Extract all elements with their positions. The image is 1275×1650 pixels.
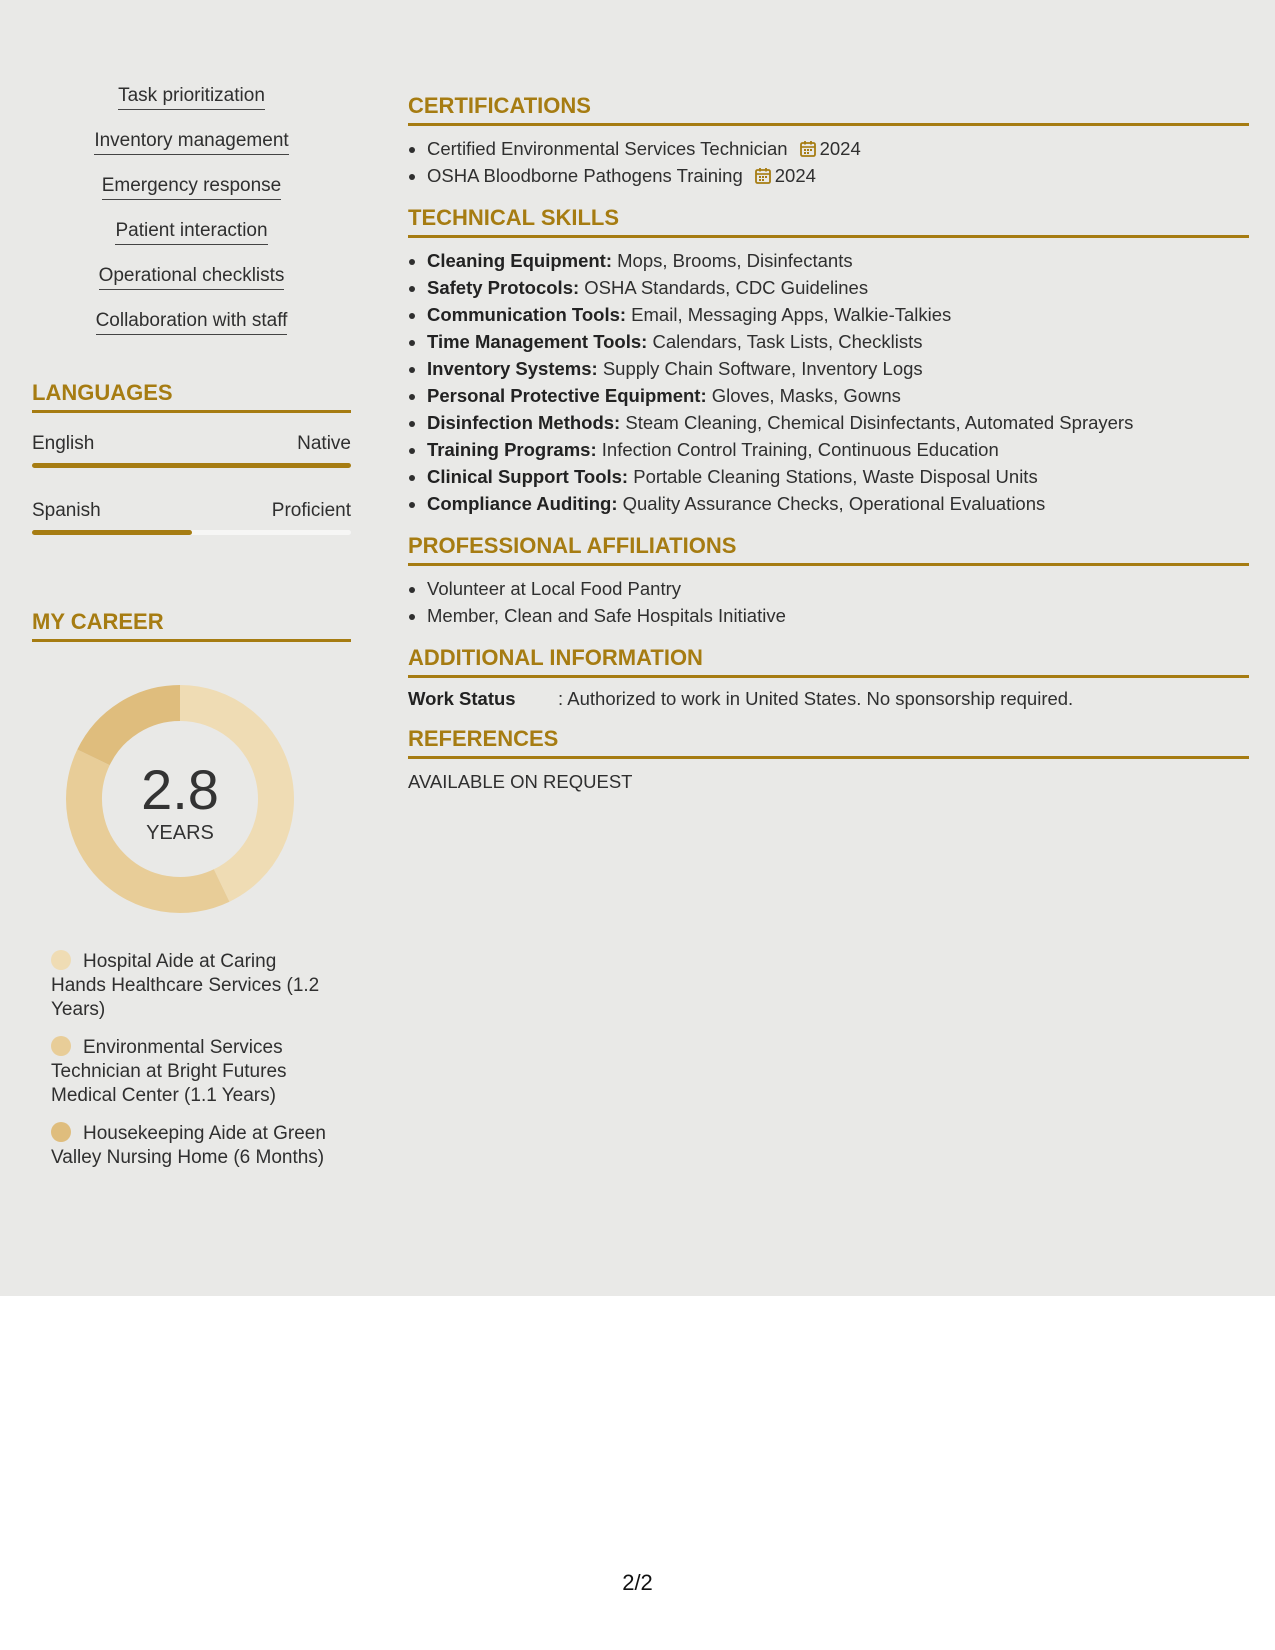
career-legend [51,950,326,1170]
language-bar-fill [32,530,192,535]
page-number: 2/2 [622,1570,653,1595]
certifications-section [408,93,1249,189]
technical-skill-item: • Inventory Systems: Supply Chain Software, Inventory Logs [427,355,1249,382]
skill-item: Operational checklists [32,264,351,309]
language-bar [32,530,351,535]
career-heading: MY CAREER [32,609,351,642]
legend-item: Hospital Aide at Caring Hands Healthcare Services (1.2 Years) [51,951,320,1020]
certification-item: • Certified Environmental Services Technician 2024 [427,135,1249,162]
skill-item: Task prioritization [32,84,351,129]
legend-item: Housekeeping Aide at Green Valley Nursing Home (6 Months) [51,1123,326,1168]
affiliation-item: • Member, Clean and Safe Hospitals Initiative [427,602,1249,629]
work-status-row [408,688,1249,710]
calendar-icon [755,167,771,184]
certification-year: 2024 [819,138,861,159]
technical-skill-item: • Personal Protective Equipment: Gloves, Masks, Gowns [427,382,1249,409]
legend-dot-icon [51,1036,71,1056]
additional-info-section [408,645,1249,710]
language-name: Spanish [32,500,101,521]
language-item [32,433,351,468]
left-column [32,84,351,1184]
language-level: Proficient [271,500,351,521]
technical-skill-item: • Clinical Support Tools: Portable Cleaning Stations, Waste Disposal Units [427,463,1249,490]
additional-info-heading: ADDITIONAL INFORMATION [408,645,1249,678]
affiliations-heading: PROFESSIONAL AFFILIATIONS [408,533,1249,566]
work-status-label: Work Status [408,688,516,709]
work-status-value: : Authorized to work in United States. No sponsorship required. [558,688,1074,709]
language-bar [32,463,351,468]
references-section [408,726,1249,793]
references-heading: REFERENCES [408,726,1249,759]
affiliation-item: • Volunteer at Local Food Pantry [427,575,1249,602]
legend-dot-icon [51,1122,71,1142]
skill-item: Patient interaction [32,219,351,264]
technical-skill-item: • Training Programs: Infection Control Training, Continuous Education [427,436,1249,463]
career-total-years: 2.8 [141,758,219,821]
language-level: Native [297,433,351,454]
technical-skill-item: • Communication Tools: Email, Messaging Apps, Walkie-Talkies [427,301,1249,328]
technical-skill-item: • Cleaning Equipment: Mops, Brooms, Disinfectants [427,247,1249,274]
technical-skill-item: • Compliance Auditing: Quality Assurance Checks, Operational Evaluations [427,490,1249,517]
right-column [408,93,1249,809]
languages-heading: LANGUAGES [32,380,351,413]
skill-item: Inventory management [32,129,351,174]
skills-list [32,84,351,354]
technical-skill-item: • Safety Protocols: OSHA Standards, CDC Guidelines [427,274,1249,301]
languages-section [32,380,351,535]
technical-skills-heading: TECHNICAL SKILLS [408,205,1249,238]
technical-skills-section [408,205,1249,517]
technical-skill-item: • Disinfection Methods: Steam Cleaning, Chemical Disinfectants, Automated Sprayers [427,409,1249,436]
calendar-icon [800,140,816,157]
language-name: English [32,433,95,454]
language-bar-fill [32,463,351,468]
career-donut-chart [65,684,295,914]
certification-year: 2024 [774,165,816,186]
language-item [32,500,351,535]
affiliations-section [408,533,1249,629]
references-text: AVAILABLE ON REQUEST [408,771,633,792]
skill-item: Collaboration with staff [32,309,351,354]
skill-item: Emergency response [32,174,351,219]
certifications-heading: CERTIFICATIONS [408,93,1249,126]
legend-item: Environmental Services Technician at Bright Futures Medical Center (1.1 Years) [51,1037,287,1106]
career-total-unit: YEARS [146,822,214,844]
career-section [32,609,351,1170]
legend-dot-icon [51,950,71,970]
technical-skill-item: • Time Management Tools: Calendars, Task Lists, Checklists [427,328,1249,355]
certification-item: • OSHA Bloodborne Pathogens Training 2024 [427,162,1249,189]
